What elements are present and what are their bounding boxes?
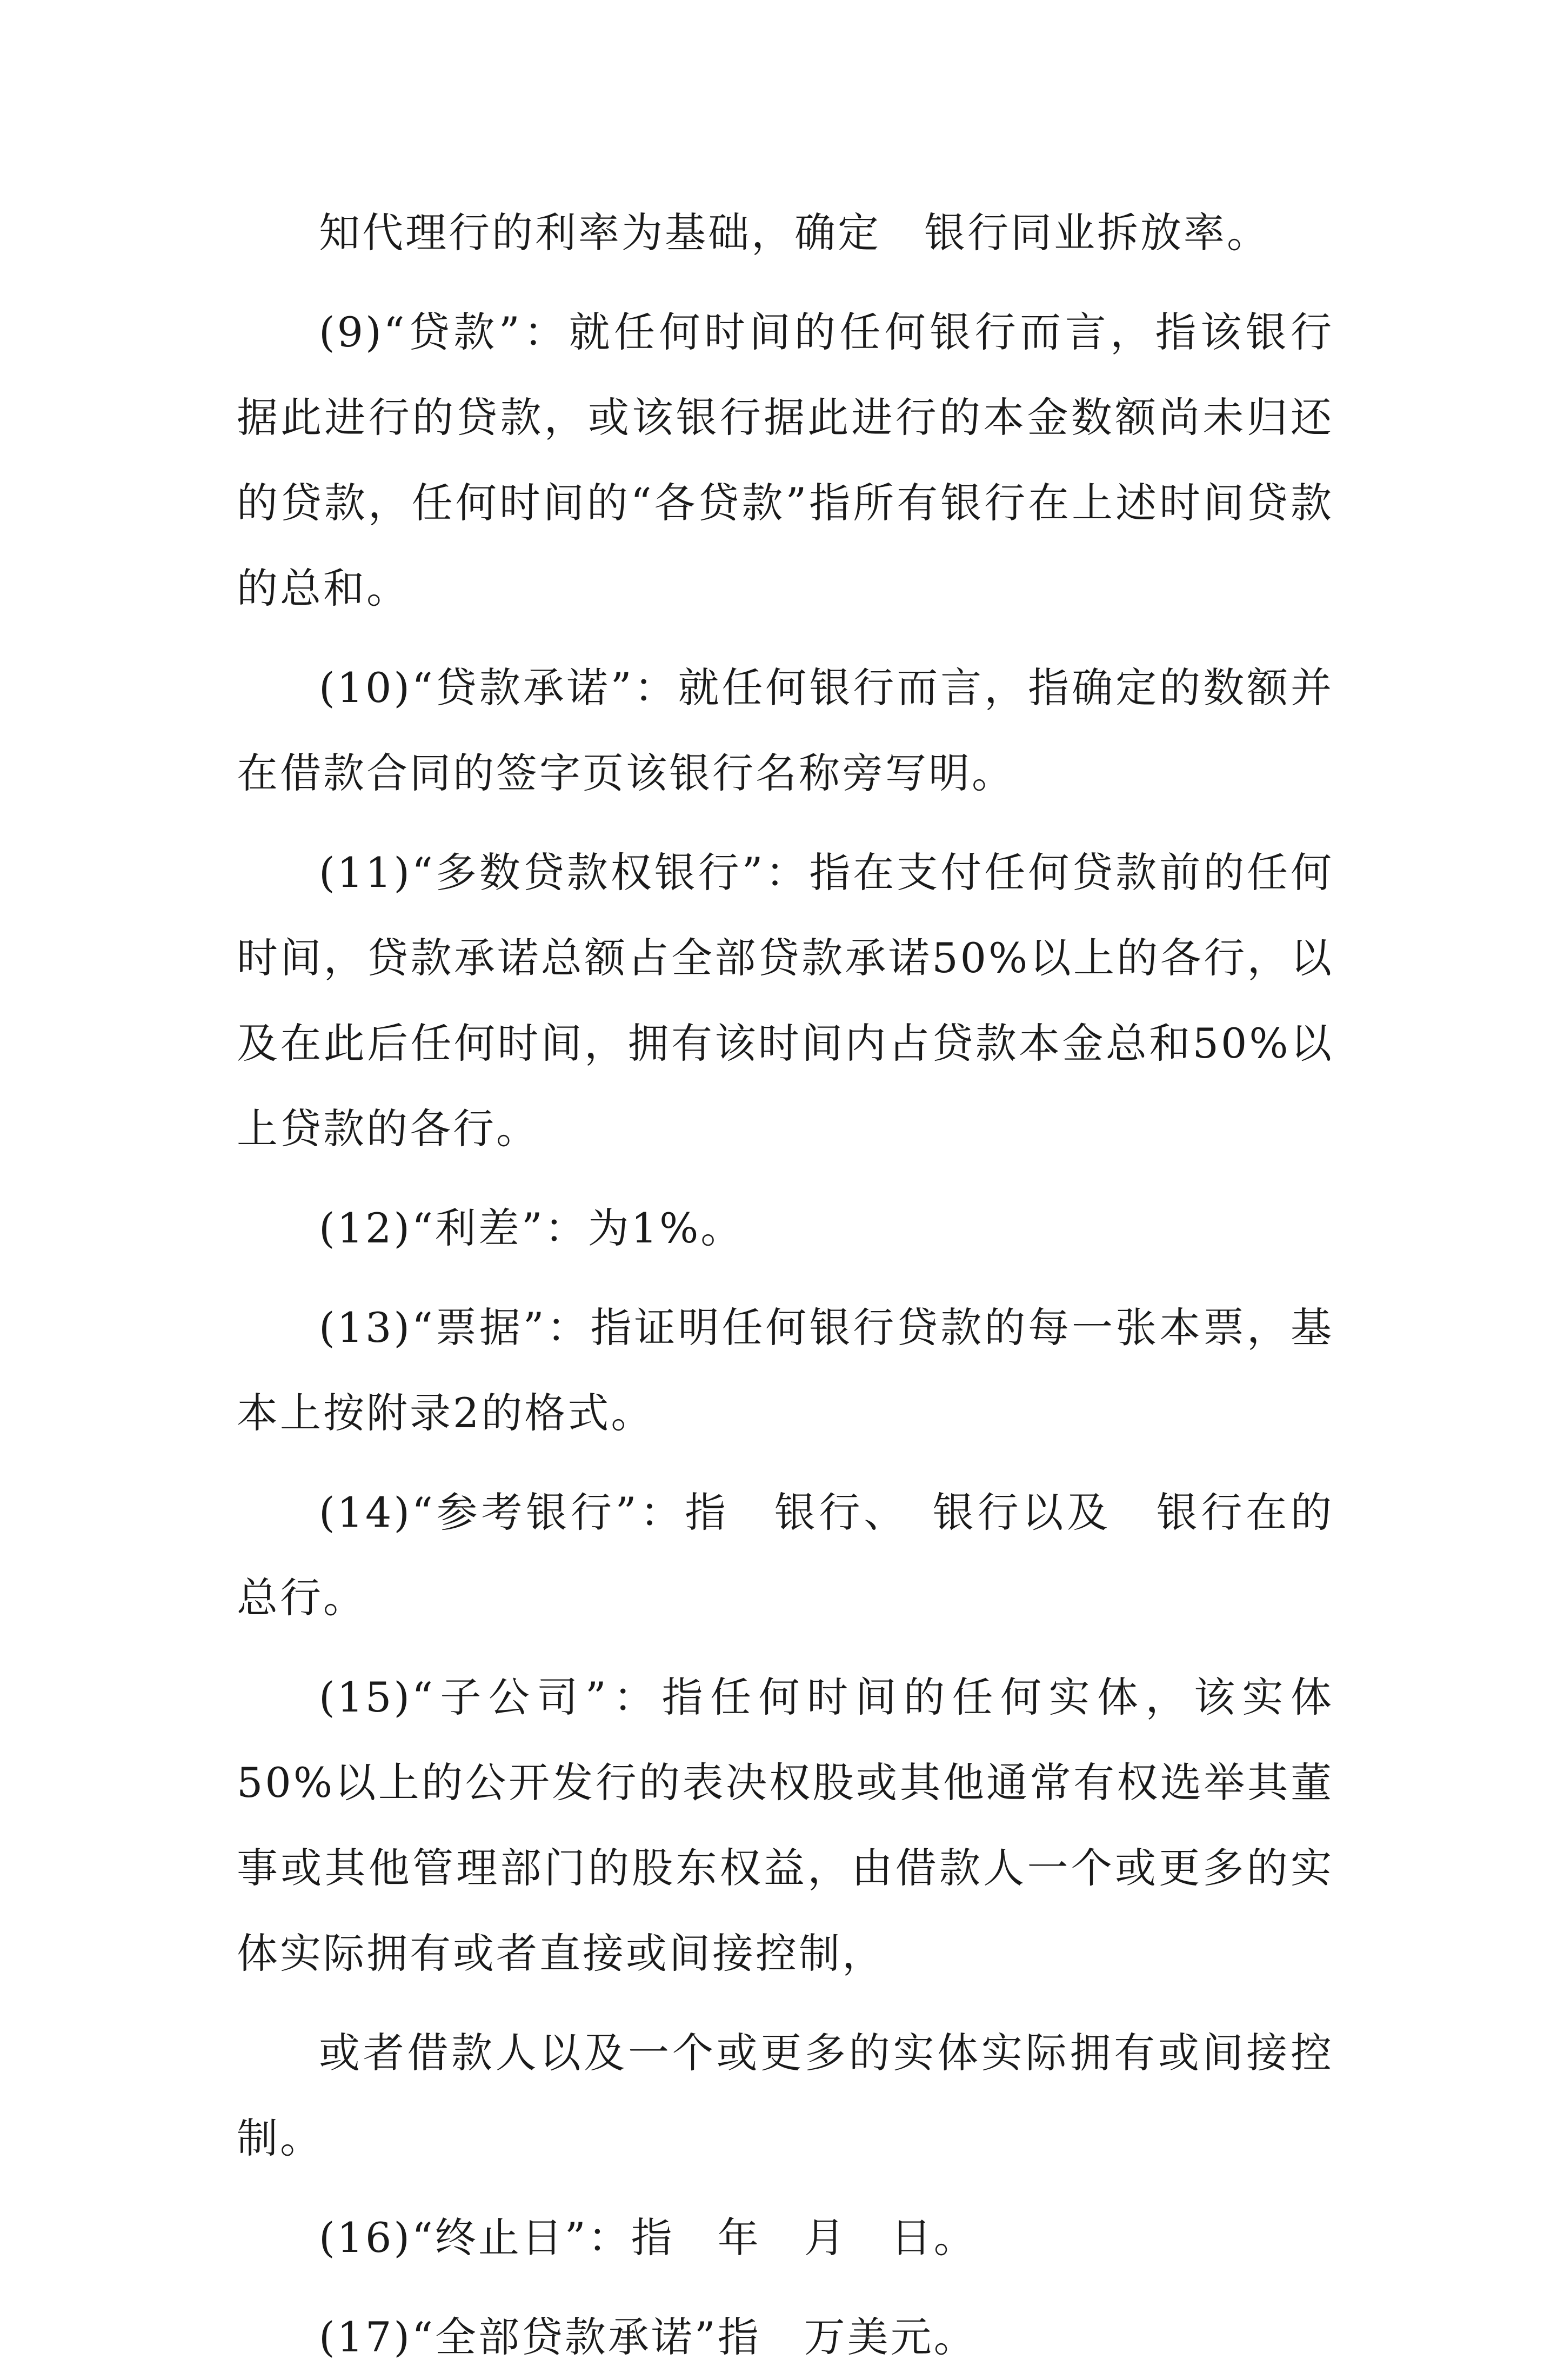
paragraph-interbank-rate: 知代理行的利率为基础，确定 银行同业拆放率。 — [319, 209, 1270, 257]
paragraph-subsidiary: (15)“子公司”：指任何时间的任何实体，该实体50%以上的公开发行的表决权股或其他通常有权选举其董事或其他管理部门的股东权益，由借款人一个或更多的实体实际拥有或者直接或间接控制， — [237, 1673, 1334, 1977]
paragraph-majority-banks: (11)“多数贷款权银行”：指在支付任何贷款前的任何时间，贷款承诺总额占全部贷款承诺50%以上的各行，以及在此后任何时间，拥有该时间内占贷款本金总和50%以上贷款的各行。 — [237, 848, 1334, 1153]
paragraph-reference-banks: (14)“参考银行”：指 银行、 银行以及 银行在的总行。 — [237, 1488, 1334, 1622]
paragraph-subsidiary-continued: 或者借款人以及一个或更多的实体实际拥有或间接控制。 — [237, 2029, 1334, 2162]
paragraph-total-commitment: (17)“全部贷款承诺”指 万美元。 — [319, 2313, 977, 2361]
paragraph-loan-commitment: (10)“贷款承诺”：就任何银行而言，指确定的数额并在借款合同的签字页该银行名称旁写明。 — [237, 664, 1334, 797]
paragraph-margin: (12)“利差”：为1%。 — [319, 1204, 744, 1252]
paragraph-loan-definition: (9)“贷款”：就任何时间的任何银行而言，指该银行据此进行的贷款，或该银行据此进行的本金数额尚未归还的贷款，任何时间的“各贷款”指所有银行在上述时间贷款的总和。 — [237, 308, 1334, 612]
document-body — [237, 190, 1334, 2380]
paragraph-notes: (13)“票据”：指证明任何银行贷款的每一张本票，基本上按附录2的格式。 — [237, 1303, 1334, 1437]
paragraph-termination-date: (16)“终止日”：指 年 月 日。 — [319, 2214, 977, 2262]
